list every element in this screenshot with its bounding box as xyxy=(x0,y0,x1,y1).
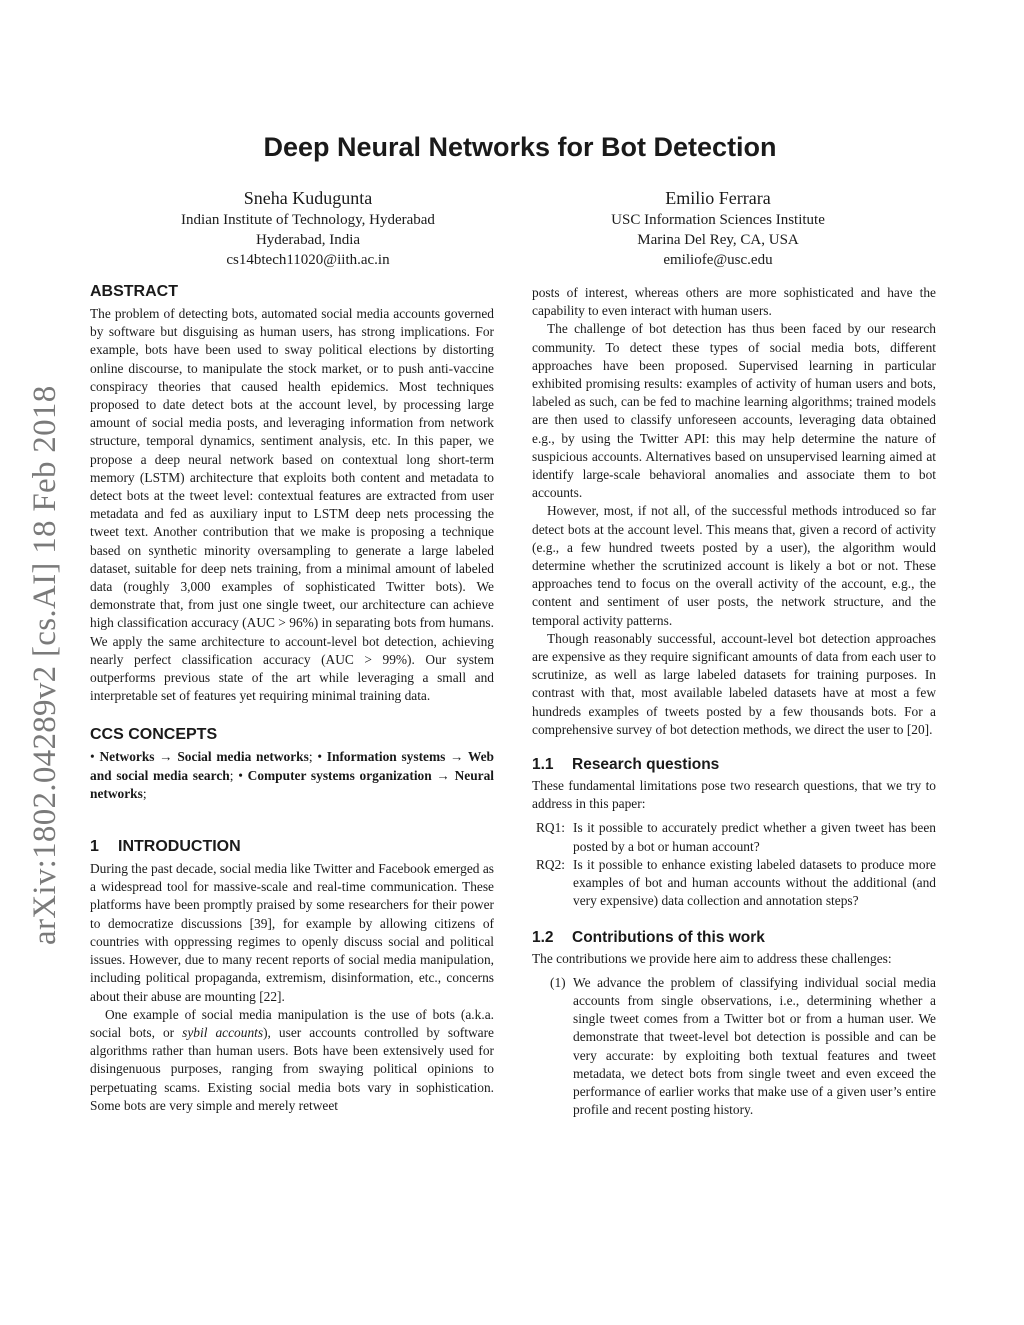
intro-paragraph: The challenge of bot detection has thus been faced by our research community. To detect these types of social media bots, different approaches have been proposed. Supervised learning in particular exhibited promising results: examples of activity of human users and bots, labeled as such, can be fed to machine learning algorithms; trained models are then used to classify unforeseen accounts, leveraging data obtained e.g., by using the Twitter API: this may help determine the nature of suspicious accounts. Alternatives based on unsupervised learning aimed at identify large-scale behavioral anomalies and associate them to bot accounts. xyxy=(532,321,936,501)
author-affiliation: USC Information Sciences Institute xyxy=(611,212,825,228)
contributions-lead: The contributions we provide here aim to address these challenges: xyxy=(532,950,892,966)
author-email: cs14btech11020@iith.ac.in xyxy=(226,252,390,268)
author-name: Emilio Ferrara xyxy=(665,188,771,208)
author-location: Marina Del Rey, CA, USA xyxy=(637,232,799,248)
abstract-text: The problem of detecting bots, automated social media accounts governed by software but disguising as human users, has strong implications. For example, bots have been used to sway political elections by distorting online discourse, to manipulate the stock market, or to push anti-vaccine conspiracy theories that caused health epidemics. Most techniques proposed to date detect bots at the account level, by processing large amount of social media posts, and leveraging information from network structure, temporal dynamics, sentiment analysis, etc. In this paper, we propose a deep neural network based on contextual long short-term memory (LSTM) architecture that exploits both content and metadata to detect bots at the tweet level: contextual features are extracted from user metadata and fed as auxiliary input to LSTM deep nets processing the tweet text. Another contribution that we make is proposing a technique based on synthetic minority oversampling to generate a large labeled dataset, suitable for deep nets training, from a minimal amount of labeled data (roughly 3,000 examples of sophisticated Twitter bots). We demonstrate that, from just one single tweet, our architecture can achieve high classification accuracy (AUC > 96%) in separating bots from humans. We apply the same architecture to account-level bot detection, achieving nearly perfect classification accuracy (AUC > 99%). Our system outperforms previous state of the art while leveraging a small and interpretable set of features yet requiring minimal training data. xyxy=(90,306,494,704)
intro-paragraph: posts of interest, whereas others are more sophisticated and have the capability to even interact with human users. xyxy=(532,285,936,319)
contribution-item: (1) We advance the problem of classifying individual social media accounts from single observations, i.e., determining whether a single tweet comes from a Twitter bot or from a human user. We demonstrate that tweet-level bot detection is possible and can be very accurate: by exploiting both textual features and tweet metadata, we detect bots from single tweet and even exceed the performance of earlier works that make use of a given user’s entire profile and recent posting history. xyxy=(550,974,936,1118)
ccs-concept: Information systems → Web and social media search xyxy=(90,749,494,783)
ccs-concept: Computer systems organization → Neural networks xyxy=(90,767,494,801)
left-column xyxy=(90,282,494,1115)
rq-item: RQ1: Is it possible to accurately predict whether a given tweet has been posted by a bot or human account? xyxy=(536,820,936,854)
rq-item: RQ2: Is it possible to enhance existing labeled datasets to produce more examples of bot and human accounts without the additional (and very expensive) data collection and annotation steps? xyxy=(536,856,936,909)
abstract-heading: ABSTRACT xyxy=(90,283,178,300)
ccs-concept: Networks → Social media networks xyxy=(99,749,309,765)
intro-paragraph: During the past decade, social media like Twitter and Facebook emerged as a widespread tool for massive-scale and real-time communication. These platforms have been promptly praised by some researchers for their power to democratize discussions [39], for example by allowing citizens of countries with oppressing regimes to openly discuss social and political issues. However, due to many recent reports of social media manipulation, including political propaganda, extremism, disinformation, etc., concerns about their abuse are mounting [22]. xyxy=(90,861,494,1004)
intro-paragraph: However, most, if not all, of the successful methods introduced so far detect bots at the account level. This means that, given a record of activity (e.g., a few hundred tweets posted by a user), the algorithm would determine whether the scrutinized account is likely a bot or not. These approaches tend to focus on the overall activity of the account, e.g., the content and sentiment of user posts, the network structure, and the temporal activity patterns. xyxy=(532,503,936,628)
author-block-1 xyxy=(118,187,498,270)
author-block-2 xyxy=(528,187,908,270)
arxiv-stamp xyxy=(20,355,70,945)
intro-heading: 1 INTRODUCTION xyxy=(90,838,241,856)
author-email: emiliofe@usc.edu xyxy=(663,252,773,268)
author-location: Hyderabad, India xyxy=(255,232,361,248)
intro-paragraph: One example of social media manipulation is the use of bots (a.k.a. social bots, or sybil accounts), user accounts controlled by software algorithms rather than human users. Bots have been extensively used for disingenuous purposes, ranging from swaying political opinions to perpetuating scams. Existing social media bots vary in sophistication. Some bots are very simple and merely retweet xyxy=(90,1006,494,1113)
right-column xyxy=(532,284,936,1119)
research-questions-heading: 1.1 Research questions xyxy=(532,756,720,774)
author-name: Sneha Kudugunta xyxy=(243,188,373,208)
intro-paragraph: Though reasonably successful, account-level bot detection approaches are expensive as they require significant amounts of data from each user to scrutinize, as well as large labeled datasets for training purposes. In contrast with that, most available labeled datasets have at most a few hundreds examples of tweets posted by a few thousands bots. For a comprehensive survey of bot detection methods, we direct the user to [20]. xyxy=(532,630,936,737)
arxiv-stamp-text: arXiv:1802.04289v2 [cs.AI] 18 Feb 2018 xyxy=(27,385,63,945)
contributions-heading: 1.2 Contributions of this work xyxy=(532,928,765,946)
paper-title: Deep Neural Networks for Bot Detection xyxy=(263,132,777,162)
ccs-concepts: • Networks → Social media networks; • Information systems → Web and social media search; • Computer systems organization → Neural networks; xyxy=(90,749,494,801)
author-affiliation: Indian Institute of Technology, Hyderabad xyxy=(181,212,435,228)
ccs-heading: CCS CONCEPTS xyxy=(90,726,218,744)
research-questions-lead: These fundamental limitations pose two research questions, that we try to address in this paper: xyxy=(532,778,936,812)
